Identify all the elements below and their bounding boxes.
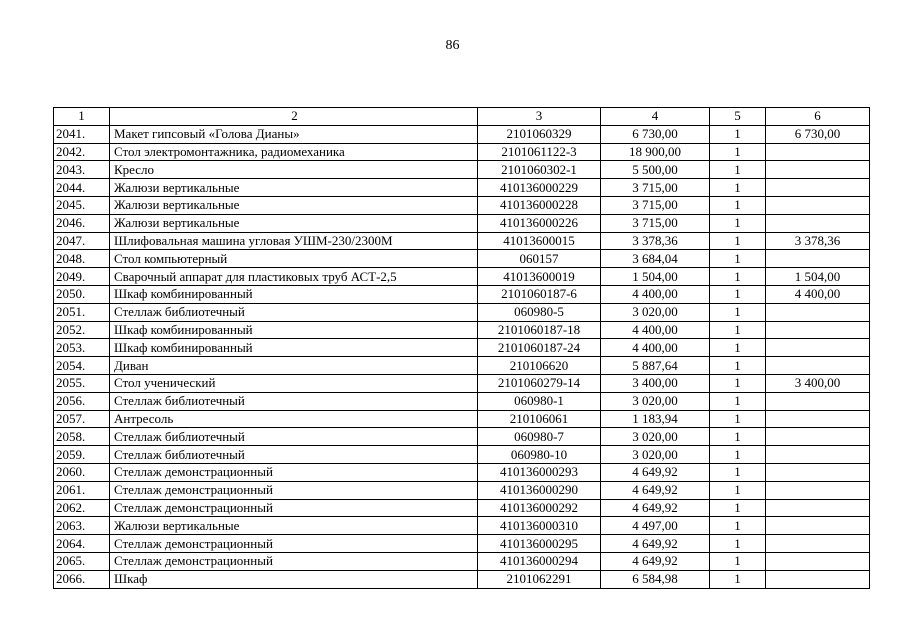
cell-inventory-code: 410136000293 [478, 463, 601, 481]
cell-row-number: 2066. [54, 570, 110, 588]
cell-cost: 4 649,92 [601, 535, 710, 553]
cell-amount: 1 504,00 [766, 268, 870, 286]
cell-cost: 6 730,00 [601, 125, 710, 143]
cell-item-name: Шкаф [110, 570, 478, 588]
page-number: 86 [445, 38, 460, 53]
cell-inventory-code: 410136000290 [478, 481, 601, 499]
cell-inventory-code: 060980-10 [478, 446, 601, 464]
cell-quantity: 1 [710, 232, 766, 250]
cell-item-name: Стеллаж библиотечный [110, 303, 478, 321]
table-row [54, 552, 870, 570]
cell-item-name: Жалюзи вертикальные [110, 196, 478, 214]
cell-cost: 3 715,00 [601, 179, 710, 197]
cell-cost: 3 020,00 [601, 303, 710, 321]
cell-quantity: 1 [710, 535, 766, 553]
cell-amount: 4 400,00 [766, 285, 870, 303]
cell-amount [766, 303, 870, 321]
cell-inventory-code: 410136000229 [478, 179, 601, 197]
header-cell-5: 5 [710, 108, 766, 126]
cell-item-name: Шкаф комбинированный [110, 321, 478, 339]
cell-quantity: 1 [710, 570, 766, 588]
cell-row-number: 2046. [54, 214, 110, 232]
cell-cost: 3 378,36 [601, 232, 710, 250]
cell-cost: 4 400,00 [601, 285, 710, 303]
header-cell-2: 2 [110, 108, 478, 126]
cell-cost: 1 504,00 [601, 268, 710, 286]
cell-quantity: 1 [710, 499, 766, 517]
cell-row-number: 2049. [54, 268, 110, 286]
cell-quantity: 1 [710, 303, 766, 321]
cell-amount [766, 250, 870, 268]
cell-inventory-code: 410136000295 [478, 535, 601, 553]
cell-inventory-code: 2101060187-24 [478, 339, 601, 357]
table-header [54, 108, 870, 126]
cell-amount [766, 179, 870, 197]
cell-quantity: 1 [710, 517, 766, 535]
table-row [54, 303, 870, 321]
cell-amount [766, 161, 870, 179]
cell-cost: 6 584,98 [601, 570, 710, 588]
cell-row-number: 2064. [54, 535, 110, 553]
header-cell-1: 1 [54, 108, 110, 126]
cell-amount [766, 517, 870, 535]
cell-item-name: Кресло [110, 161, 478, 179]
cell-item-name: Стеллаж библиотечный [110, 428, 478, 446]
table-row [54, 196, 870, 214]
cell-inventory-code: 41013600019 [478, 268, 601, 286]
cell-amount [766, 410, 870, 428]
cell-amount [766, 321, 870, 339]
cell-row-number: 2060. [54, 463, 110, 481]
cell-inventory-code: 210106061 [478, 410, 601, 428]
cell-item-name: Стол электромонтажника, радиомеханика [110, 143, 478, 161]
cell-inventory-code: 060980-1 [478, 392, 601, 410]
cell-amount [766, 214, 870, 232]
cell-inventory-code: 210106620 [478, 357, 601, 375]
inventory-table [53, 107, 870, 589]
cell-amount [766, 392, 870, 410]
cell-row-number: 2058. [54, 428, 110, 446]
cell-quantity: 1 [710, 161, 766, 179]
table-row [54, 517, 870, 535]
table-row [54, 410, 870, 428]
table-row [54, 357, 870, 375]
cell-quantity: 1 [710, 179, 766, 197]
cell-cost: 5 500,00 [601, 161, 710, 179]
table-row [54, 463, 870, 481]
cell-quantity: 1 [710, 463, 766, 481]
cell-row-number: 2044. [54, 179, 110, 197]
cell-cost: 3 020,00 [601, 428, 710, 446]
cell-item-name: Диван [110, 357, 478, 375]
table-row [54, 392, 870, 410]
table-row [54, 321, 870, 339]
cell-amount [766, 570, 870, 588]
header-cell-3: 3 [478, 108, 601, 126]
cell-quantity: 1 [710, 374, 766, 392]
table-row [54, 250, 870, 268]
cell-amount [766, 143, 870, 161]
cell-quantity: 1 [710, 392, 766, 410]
cell-row-number: 2051. [54, 303, 110, 321]
cell-row-number: 2052. [54, 321, 110, 339]
cell-inventory-code: 2101060279-14 [478, 374, 601, 392]
cell-item-name: Стеллаж демонстрационный [110, 535, 478, 553]
cell-row-number: 2056. [54, 392, 110, 410]
table-row [54, 374, 870, 392]
cell-cost: 3 684,04 [601, 250, 710, 268]
cell-quantity: 1 [710, 196, 766, 214]
cell-item-name: Стол компьютерный [110, 250, 478, 268]
cell-item-name: Шкаф комбинированный [110, 339, 478, 357]
cell-inventory-code: 2101061122-3 [478, 143, 601, 161]
cell-inventory-code: 2101060187-18 [478, 321, 601, 339]
cell-amount [766, 196, 870, 214]
cell-row-number: 2062. [54, 499, 110, 517]
cell-quantity: 1 [710, 357, 766, 375]
cell-item-name: Шкаф комбинированный [110, 285, 478, 303]
table-row [54, 268, 870, 286]
table-row [54, 339, 870, 357]
table-row [54, 125, 870, 143]
table-row [54, 232, 870, 250]
cell-item-name: Стеллаж демонстрационный [110, 499, 478, 517]
cell-inventory-code: 060980-7 [478, 428, 601, 446]
cell-amount [766, 552, 870, 570]
cell-cost: 4 649,92 [601, 499, 710, 517]
table-row [54, 481, 870, 499]
cell-item-name: Стеллаж библиотечный [110, 392, 478, 410]
cell-item-name: Жалюзи вертикальные [110, 214, 478, 232]
table-row [54, 214, 870, 232]
cell-cost: 3 020,00 [601, 392, 710, 410]
table-row [54, 499, 870, 517]
cell-inventory-code: 410136000226 [478, 214, 601, 232]
cell-cost: 4 497,00 [601, 517, 710, 535]
cell-cost: 1 183,94 [601, 410, 710, 428]
cell-quantity: 1 [710, 321, 766, 339]
cell-item-name: Стол ученический [110, 374, 478, 392]
header-cell-4: 4 [601, 108, 710, 126]
cell-cost: 18 900,00 [601, 143, 710, 161]
cell-cost: 3 400,00 [601, 374, 710, 392]
cell-item-name: Макет гипсовый «Голова Дианы» [110, 125, 478, 143]
cell-inventory-code: 2101062291 [478, 570, 601, 588]
table-row [54, 446, 870, 464]
cell-quantity: 1 [710, 143, 766, 161]
cell-cost: 5 887,64 [601, 357, 710, 375]
cell-inventory-code: 410136000294 [478, 552, 601, 570]
cell-cost: 3 715,00 [601, 214, 710, 232]
cell-row-number: 2055. [54, 374, 110, 392]
header-row [54, 108, 870, 126]
cell-inventory-code: 41013600015 [478, 232, 601, 250]
table-row [54, 143, 870, 161]
cell-row-number: 2043. [54, 161, 110, 179]
cell-item-name: Шлифовальная машина угловая УШМ-230/2300М [110, 232, 478, 250]
cell-row-number: 2061. [54, 481, 110, 499]
cell-amount: 3 378,36 [766, 232, 870, 250]
cell-item-name: Жалюзи вертикальные [110, 517, 478, 535]
cell-row-number: 2054. [54, 357, 110, 375]
cell-amount [766, 428, 870, 446]
cell-inventory-code: 2101060187-6 [478, 285, 601, 303]
cell-inventory-code: 410136000228 [478, 196, 601, 214]
cell-item-name: Стеллаж демонстрационный [110, 481, 478, 499]
cell-row-number: 2057. [54, 410, 110, 428]
table-row [54, 428, 870, 446]
cell-item-name: Стеллаж библиотечный [110, 446, 478, 464]
cell-amount [766, 481, 870, 499]
cell-row-number: 2047. [54, 232, 110, 250]
cell-cost: 4 649,92 [601, 463, 710, 481]
cell-item-name: Стеллаж демонстрационный [110, 463, 478, 481]
cell-amount: 3 400,00 [766, 374, 870, 392]
table-row [54, 161, 870, 179]
cell-row-number: 2050. [54, 285, 110, 303]
cell-quantity: 1 [710, 285, 766, 303]
cell-cost: 4 400,00 [601, 339, 710, 357]
cell-amount [766, 446, 870, 464]
cell-row-number: 2048. [54, 250, 110, 268]
cell-amount [766, 357, 870, 375]
cell-cost: 4 400,00 [601, 321, 710, 339]
cell-cost: 4 649,92 [601, 481, 710, 499]
cell-cost: 4 649,92 [601, 552, 710, 570]
cell-item-name: Жалюзи вертикальные [110, 179, 478, 197]
cell-row-number: 2042. [54, 143, 110, 161]
cell-item-name: Стеллаж демонстрационный [110, 552, 478, 570]
cell-quantity: 1 [710, 250, 766, 268]
table-row [54, 535, 870, 553]
cell-inventory-code: 2101060329 [478, 125, 601, 143]
cell-cost: 3 715,00 [601, 196, 710, 214]
header-cell-6: 6 [766, 108, 870, 126]
table-row [54, 179, 870, 197]
cell-row-number: 2041. [54, 125, 110, 143]
cell-inventory-code: 060980-5 [478, 303, 601, 321]
cell-row-number: 2053. [54, 339, 110, 357]
cell-amount [766, 499, 870, 517]
cell-quantity: 1 [710, 125, 766, 143]
cell-item-name: Антресоль [110, 410, 478, 428]
cell-quantity: 1 [710, 214, 766, 232]
cell-amount [766, 339, 870, 357]
cell-quantity: 1 [710, 428, 766, 446]
cell-row-number: 2045. [54, 196, 110, 214]
table-body [54, 125, 870, 588]
cell-row-number: 2063. [54, 517, 110, 535]
cell-quantity: 1 [710, 481, 766, 499]
table-row [54, 285, 870, 303]
cell-amount [766, 535, 870, 553]
cell-amount [766, 463, 870, 481]
cell-inventory-code: 060157 [478, 250, 601, 268]
cell-cost: 3 020,00 [601, 446, 710, 464]
cell-quantity: 1 [710, 410, 766, 428]
cell-item-name: Сварочный аппарат для пластиковых труб АСТ-2,5 [110, 268, 478, 286]
cell-inventory-code: 2101060302-1 [478, 161, 601, 179]
cell-row-number: 2065. [54, 552, 110, 570]
cell-quantity: 1 [710, 446, 766, 464]
cell-inventory-code: 410136000310 [478, 517, 601, 535]
cell-inventory-code: 410136000292 [478, 499, 601, 517]
cell-amount: 6 730,00 [766, 125, 870, 143]
cell-quantity: 1 [710, 268, 766, 286]
cell-quantity: 1 [710, 339, 766, 357]
table-row [54, 570, 870, 588]
cell-quantity: 1 [710, 552, 766, 570]
cell-row-number: 2059. [54, 446, 110, 464]
